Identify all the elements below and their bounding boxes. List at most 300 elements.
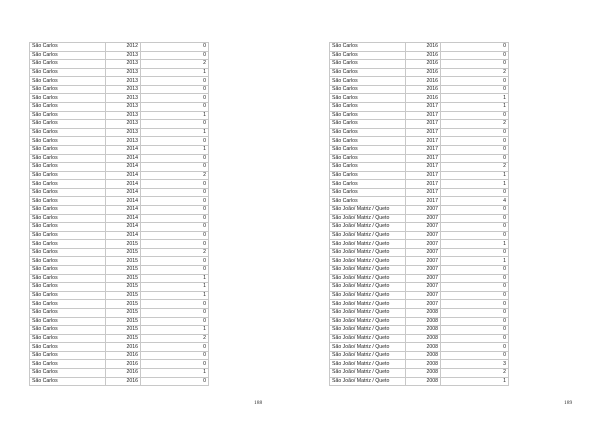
cell-location: São Carlos: [30, 291, 106, 300]
cell-value: 0: [141, 154, 209, 163]
table-row: [30, 300, 209, 309]
cell-value: 3: [441, 360, 509, 369]
table-row: [30, 180, 209, 189]
cell-location: São Carlos: [30, 154, 106, 163]
cell-value: 1: [141, 128, 209, 137]
cell-year: 2014: [106, 223, 141, 232]
cell-year: 2016: [406, 68, 441, 77]
cell-value: 1: [141, 145, 209, 154]
cell-value: 0: [441, 111, 509, 120]
cell-value: 0: [141, 77, 209, 86]
cell-year: 2007: [406, 231, 441, 240]
table-row: [30, 377, 209, 386]
cell-location: São Carlos: [30, 171, 106, 180]
cell-location: São Carlos: [330, 120, 406, 129]
table-row: [30, 214, 209, 223]
cell-location: São Carlos: [30, 103, 106, 112]
cell-value: 0: [441, 51, 509, 60]
cell-value: 2: [141, 248, 209, 257]
cell-location: São Carlos: [330, 60, 406, 69]
cell-year: 2015: [106, 266, 141, 275]
cell-year: 2016: [106, 351, 141, 360]
table-row: [30, 51, 209, 60]
cell-value: 0: [141, 205, 209, 214]
cell-value: 0: [441, 60, 509, 69]
table-row: [30, 317, 209, 326]
cell-year: 2013: [106, 60, 141, 69]
table-row: [30, 248, 209, 257]
cell-location: São Carlos: [30, 120, 106, 129]
cell-location: São João/ Matriz / Queto: [330, 351, 406, 360]
data-table-left: [29, 42, 209, 386]
cell-value: 0: [141, 360, 209, 369]
cell-value: 1: [441, 257, 509, 266]
cell-location: São Carlos: [330, 103, 406, 112]
table-row: [30, 145, 209, 154]
cell-value: 0: [441, 145, 509, 154]
cell-value: 0: [441, 85, 509, 94]
cell-location: São Carlos: [330, 94, 406, 103]
cell-value: 0: [141, 180, 209, 189]
table-row: [330, 197, 509, 206]
cell-location: São Carlos: [30, 214, 106, 223]
cell-year: 2017: [406, 137, 441, 146]
cell-location: São Carlos: [30, 360, 106, 369]
cell-year: 2017: [406, 180, 441, 189]
table-row: [30, 257, 209, 266]
cell-year: 2013: [106, 111, 141, 120]
cell-year: 2008: [406, 377, 441, 386]
table-row: [30, 274, 209, 283]
cell-location: São Carlos: [330, 163, 406, 172]
table-row: [330, 214, 509, 223]
cell-value: 4: [441, 197, 509, 206]
cell-location: São João/ Matriz / Queto: [330, 334, 406, 343]
table-row: [330, 274, 509, 283]
cell-location: São Carlos: [30, 60, 106, 69]
table-row: [30, 308, 209, 317]
cell-year: 2016: [106, 368, 141, 377]
cell-value: 1: [141, 326, 209, 335]
cell-year: 2013: [106, 77, 141, 86]
cell-year: 2016: [106, 360, 141, 369]
cell-location: São João/ Matriz / Queto: [330, 368, 406, 377]
cell-value: 2: [441, 368, 509, 377]
cell-location: São Carlos: [330, 68, 406, 77]
cell-value: 0: [141, 257, 209, 266]
cell-value: 0: [141, 343, 209, 352]
cell-year: 2014: [106, 205, 141, 214]
table-body-left: [30, 43, 209, 386]
cell-value: 0: [141, 94, 209, 103]
cell-location: São Carlos: [30, 231, 106, 240]
cell-year: 2008: [406, 308, 441, 317]
table-row: [330, 291, 509, 300]
table-row: [30, 77, 209, 86]
cell-year: 2007: [406, 223, 441, 232]
cell-value: 0: [141, 103, 209, 112]
table-row: [30, 128, 209, 137]
table-row: [30, 291, 209, 300]
table-row: [30, 197, 209, 206]
table-row: [330, 377, 509, 386]
cell-year: 2017: [406, 163, 441, 172]
cell-value: 0: [141, 317, 209, 326]
cell-value: 2: [441, 68, 509, 77]
cell-location: São João/ Matriz / Queto: [330, 326, 406, 335]
cell-value: 1: [441, 171, 509, 180]
cell-location: São Carlos: [30, 326, 106, 335]
cell-value: 0: [441, 231, 509, 240]
table-row: [30, 171, 209, 180]
cell-value: 0: [141, 300, 209, 309]
cell-value: 2: [441, 163, 509, 172]
cell-value: 0: [441, 326, 509, 335]
cell-location: São João/ Matriz / Queto: [330, 343, 406, 352]
cell-year: 2014: [106, 171, 141, 180]
cell-value: 0: [141, 240, 209, 249]
cell-value: 0: [141, 266, 209, 275]
cell-location: São Carlos: [330, 180, 406, 189]
table-row: [30, 326, 209, 335]
table-row: [330, 180, 509, 189]
cell-year: 2017: [406, 128, 441, 137]
cell-value: 0: [141, 51, 209, 60]
cell-location: São Carlos: [30, 248, 106, 257]
cell-value: 0: [441, 343, 509, 352]
table-row: [30, 223, 209, 232]
cell-year: 2008: [406, 326, 441, 335]
table-row: [330, 43, 509, 52]
cell-value: 0: [441, 128, 509, 137]
cell-value: 0: [141, 163, 209, 172]
cell-location: São Carlos: [30, 51, 106, 60]
cell-location: São João/ Matriz / Queto: [330, 360, 406, 369]
table-row: [30, 154, 209, 163]
cell-location: São Carlos: [30, 197, 106, 206]
cell-location: São Carlos: [30, 240, 106, 249]
cell-year: 2007: [406, 283, 441, 292]
cell-location: São Carlos: [30, 205, 106, 214]
cell-location: São João/ Matriz / Queto: [330, 291, 406, 300]
cell-location: São Carlos: [30, 77, 106, 86]
cell-year: 2016: [406, 77, 441, 86]
cell-value: 2: [141, 334, 209, 343]
cell-location: São Carlos: [330, 171, 406, 180]
table-row: [330, 300, 509, 309]
cell-location: São Carlos: [30, 283, 106, 292]
page-number-left: 188: [254, 400, 263, 406]
cell-year: 2015: [106, 308, 141, 317]
cell-value: 0: [441, 300, 509, 309]
table-row: [30, 351, 209, 360]
table-row: [330, 317, 509, 326]
table-row: [30, 68, 209, 77]
cell-value: 1: [441, 103, 509, 112]
cell-year: 2015: [106, 248, 141, 257]
cell-value: 0: [441, 308, 509, 317]
cell-year: 2014: [106, 180, 141, 189]
page-number-right: 189: [564, 400, 573, 406]
cell-location: São João/ Matriz / Queto: [330, 240, 406, 249]
cell-value: 0: [441, 274, 509, 283]
table-body-right: [330, 43, 509, 386]
cell-value: 0: [441, 351, 509, 360]
cell-year: 2017: [406, 197, 441, 206]
cell-year: 2013: [106, 85, 141, 94]
table-row: [330, 240, 509, 249]
table-row: [330, 128, 509, 137]
cell-value: 1: [441, 180, 509, 189]
cell-value: 1: [141, 274, 209, 283]
cell-location: São Carlos: [30, 368, 106, 377]
cell-year: 2017: [406, 171, 441, 180]
cell-value: 0: [441, 137, 509, 146]
cell-year: 2007: [406, 257, 441, 266]
table-row: [330, 137, 509, 146]
cell-year: 2017: [406, 145, 441, 154]
cell-year: 2007: [406, 214, 441, 223]
table-row: [30, 103, 209, 112]
table-row: [330, 334, 509, 343]
table-row: [330, 103, 509, 112]
cell-location: São Carlos: [30, 145, 106, 154]
cell-location: São João/ Matriz / Queto: [330, 274, 406, 283]
cell-location: São Carlos: [330, 85, 406, 94]
cell-year: 2013: [106, 120, 141, 129]
cell-value: 2: [141, 60, 209, 69]
cell-value: 0: [141, 351, 209, 360]
cell-value: 0: [141, 214, 209, 223]
table-row: [330, 231, 509, 240]
cell-year: 2015: [106, 257, 141, 266]
table-row: [30, 360, 209, 369]
cell-location: São Carlos: [30, 180, 106, 189]
cell-year: 2008: [406, 368, 441, 377]
cell-year: 2015: [106, 326, 141, 335]
cell-location: São Carlos: [30, 317, 106, 326]
cell-value: 0: [141, 223, 209, 232]
cell-value: 0: [441, 223, 509, 232]
cell-location: São Carlos: [30, 377, 106, 386]
cell-location: São João/ Matriz / Queto: [330, 317, 406, 326]
table-row: [30, 137, 209, 146]
table-row: [330, 248, 509, 257]
cell-value: 1: [141, 111, 209, 120]
cell-value: 1: [141, 283, 209, 292]
cell-year: 2017: [406, 188, 441, 197]
cell-year: 2007: [406, 205, 441, 214]
cell-location: São Carlos: [30, 111, 106, 120]
table-row: [330, 326, 509, 335]
cell-location: São Carlos: [30, 334, 106, 343]
cell-year: 2013: [106, 94, 141, 103]
table-row: [30, 188, 209, 197]
cell-value: 1: [441, 377, 509, 386]
table-row: [30, 368, 209, 377]
cell-location: São João/ Matriz / Queto: [330, 300, 406, 309]
cell-year: 2014: [106, 231, 141, 240]
cell-location: São Carlos: [30, 274, 106, 283]
cell-year: 2008: [406, 360, 441, 369]
cell-location: São João/ Matriz / Queto: [330, 223, 406, 232]
table-row: [330, 188, 509, 197]
cell-value: 0: [441, 317, 509, 326]
cell-year: 2014: [106, 163, 141, 172]
cell-location: São João/ Matriz / Queto: [330, 283, 406, 292]
cell-location: São Carlos: [330, 43, 406, 52]
cell-year: 2014: [106, 154, 141, 163]
cell-year: 2015: [106, 334, 141, 343]
cell-value: 0: [441, 154, 509, 163]
cell-location: São Carlos: [30, 68, 106, 77]
cell-value: 0: [441, 291, 509, 300]
cell-year: 2017: [406, 111, 441, 120]
cell-year: 2013: [106, 137, 141, 146]
table-row: [30, 94, 209, 103]
cell-value: 0: [141, 137, 209, 146]
table-row: [30, 163, 209, 172]
cell-location: São Carlos: [330, 188, 406, 197]
cell-year: 2015: [106, 300, 141, 309]
cell-year: 2013: [106, 51, 141, 60]
table-row: [330, 68, 509, 77]
cell-value: 0: [141, 188, 209, 197]
cell-location: São Carlos: [30, 266, 106, 275]
cell-year: 2008: [406, 351, 441, 360]
table-row: [30, 205, 209, 214]
cell-location: São João/ Matriz / Queto: [330, 231, 406, 240]
cell-location: São João/ Matriz / Queto: [330, 248, 406, 257]
table-row: [30, 266, 209, 275]
cell-value: 0: [441, 214, 509, 223]
cell-value: 1: [141, 68, 209, 77]
cell-location: São Carlos: [30, 300, 106, 309]
table-row: [330, 51, 509, 60]
cell-value: 0: [141, 231, 209, 240]
cell-location: São Carlos: [330, 145, 406, 154]
cell-location: São João/ Matriz / Queto: [330, 257, 406, 266]
cell-year: 2016: [406, 60, 441, 69]
table-row: [330, 77, 509, 86]
cell-location: São João/ Matriz / Queto: [330, 266, 406, 275]
cell-location: São Carlos: [330, 111, 406, 120]
cell-year: 2007: [406, 274, 441, 283]
cell-value: 0: [441, 283, 509, 292]
cell-location: São Carlos: [330, 137, 406, 146]
table-row: [330, 257, 509, 266]
cell-year: 2008: [406, 334, 441, 343]
cell-location: São Carlos: [30, 137, 106, 146]
cell-value: 1: [441, 94, 509, 103]
cell-year: 2017: [406, 103, 441, 112]
cell-year: 2017: [406, 120, 441, 129]
cell-location: São Carlos: [30, 163, 106, 172]
cell-location: São João/ Matriz / Queto: [330, 377, 406, 386]
cell-value: 0: [141, 85, 209, 94]
cell-value: 0: [441, 205, 509, 214]
cell-location: São Carlos: [30, 43, 106, 52]
cell-year: 2016: [406, 94, 441, 103]
cell-value: 0: [141, 120, 209, 129]
cell-year: 2015: [106, 283, 141, 292]
cell-location: São Carlos: [30, 308, 106, 317]
cell-year: 2013: [106, 103, 141, 112]
cell-year: 2013: [106, 68, 141, 77]
cell-value: 0: [441, 77, 509, 86]
cell-value: 2: [441, 120, 509, 129]
cell-year: 2016: [106, 343, 141, 352]
cell-year: 2007: [406, 266, 441, 275]
table-row: [330, 223, 509, 232]
cell-location: São Carlos: [330, 128, 406, 137]
cell-year: 2007: [406, 300, 441, 309]
cell-year: 2007: [406, 240, 441, 249]
table-row: [30, 334, 209, 343]
cell-location: São João/ Matriz / Queto: [330, 214, 406, 223]
cell-value: 0: [141, 197, 209, 206]
cell-value: 0: [141, 43, 209, 52]
table-row: [30, 43, 209, 52]
cell-location: São Carlos: [30, 128, 106, 137]
cell-value: 1: [141, 368, 209, 377]
cell-year: 2008: [406, 343, 441, 352]
cell-value: 0: [441, 43, 509, 52]
cell-year: 2008: [406, 317, 441, 326]
table-row: [30, 343, 209, 352]
cell-year: 2017: [406, 154, 441, 163]
cell-location: São João/ Matriz / Queto: [330, 205, 406, 214]
cell-year: 2007: [406, 248, 441, 257]
cell-year: 2015: [106, 291, 141, 300]
cell-year: 2014: [106, 197, 141, 206]
table-row: [330, 60, 509, 69]
cell-value: 0: [441, 266, 509, 275]
cell-year: 2016: [406, 43, 441, 52]
table-row: [30, 120, 209, 129]
cell-location: São Carlos: [30, 223, 106, 232]
cell-location: São Carlos: [330, 197, 406, 206]
cell-year: 2012: [106, 43, 141, 52]
cell-location: São Carlos: [30, 85, 106, 94]
table-row: [30, 60, 209, 69]
table-row: [330, 111, 509, 120]
cell-year: 2015: [106, 240, 141, 249]
cell-value: 0: [441, 334, 509, 343]
table-row: [330, 360, 509, 369]
table-row: [330, 351, 509, 360]
cell-value: 2: [141, 171, 209, 180]
cell-location: São Carlos: [30, 351, 106, 360]
table-row: [330, 120, 509, 129]
table-row: [330, 163, 509, 172]
table-row: [330, 85, 509, 94]
cell-year: 2016: [406, 85, 441, 94]
cell-year: 2014: [106, 145, 141, 154]
cell-year: 2013: [106, 128, 141, 137]
cell-location: São Carlos: [30, 94, 106, 103]
table-row: [30, 85, 209, 94]
cell-year: 2014: [106, 214, 141, 223]
cell-year: 2016: [406, 51, 441, 60]
cell-value: 0: [441, 188, 509, 197]
data-table-right: [329, 42, 509, 386]
table-row: [330, 94, 509, 103]
cell-location: São Carlos: [330, 154, 406, 163]
table-row: [30, 240, 209, 249]
cell-location: São João/ Matriz / Queto: [330, 308, 406, 317]
cell-location: São Carlos: [30, 257, 106, 266]
